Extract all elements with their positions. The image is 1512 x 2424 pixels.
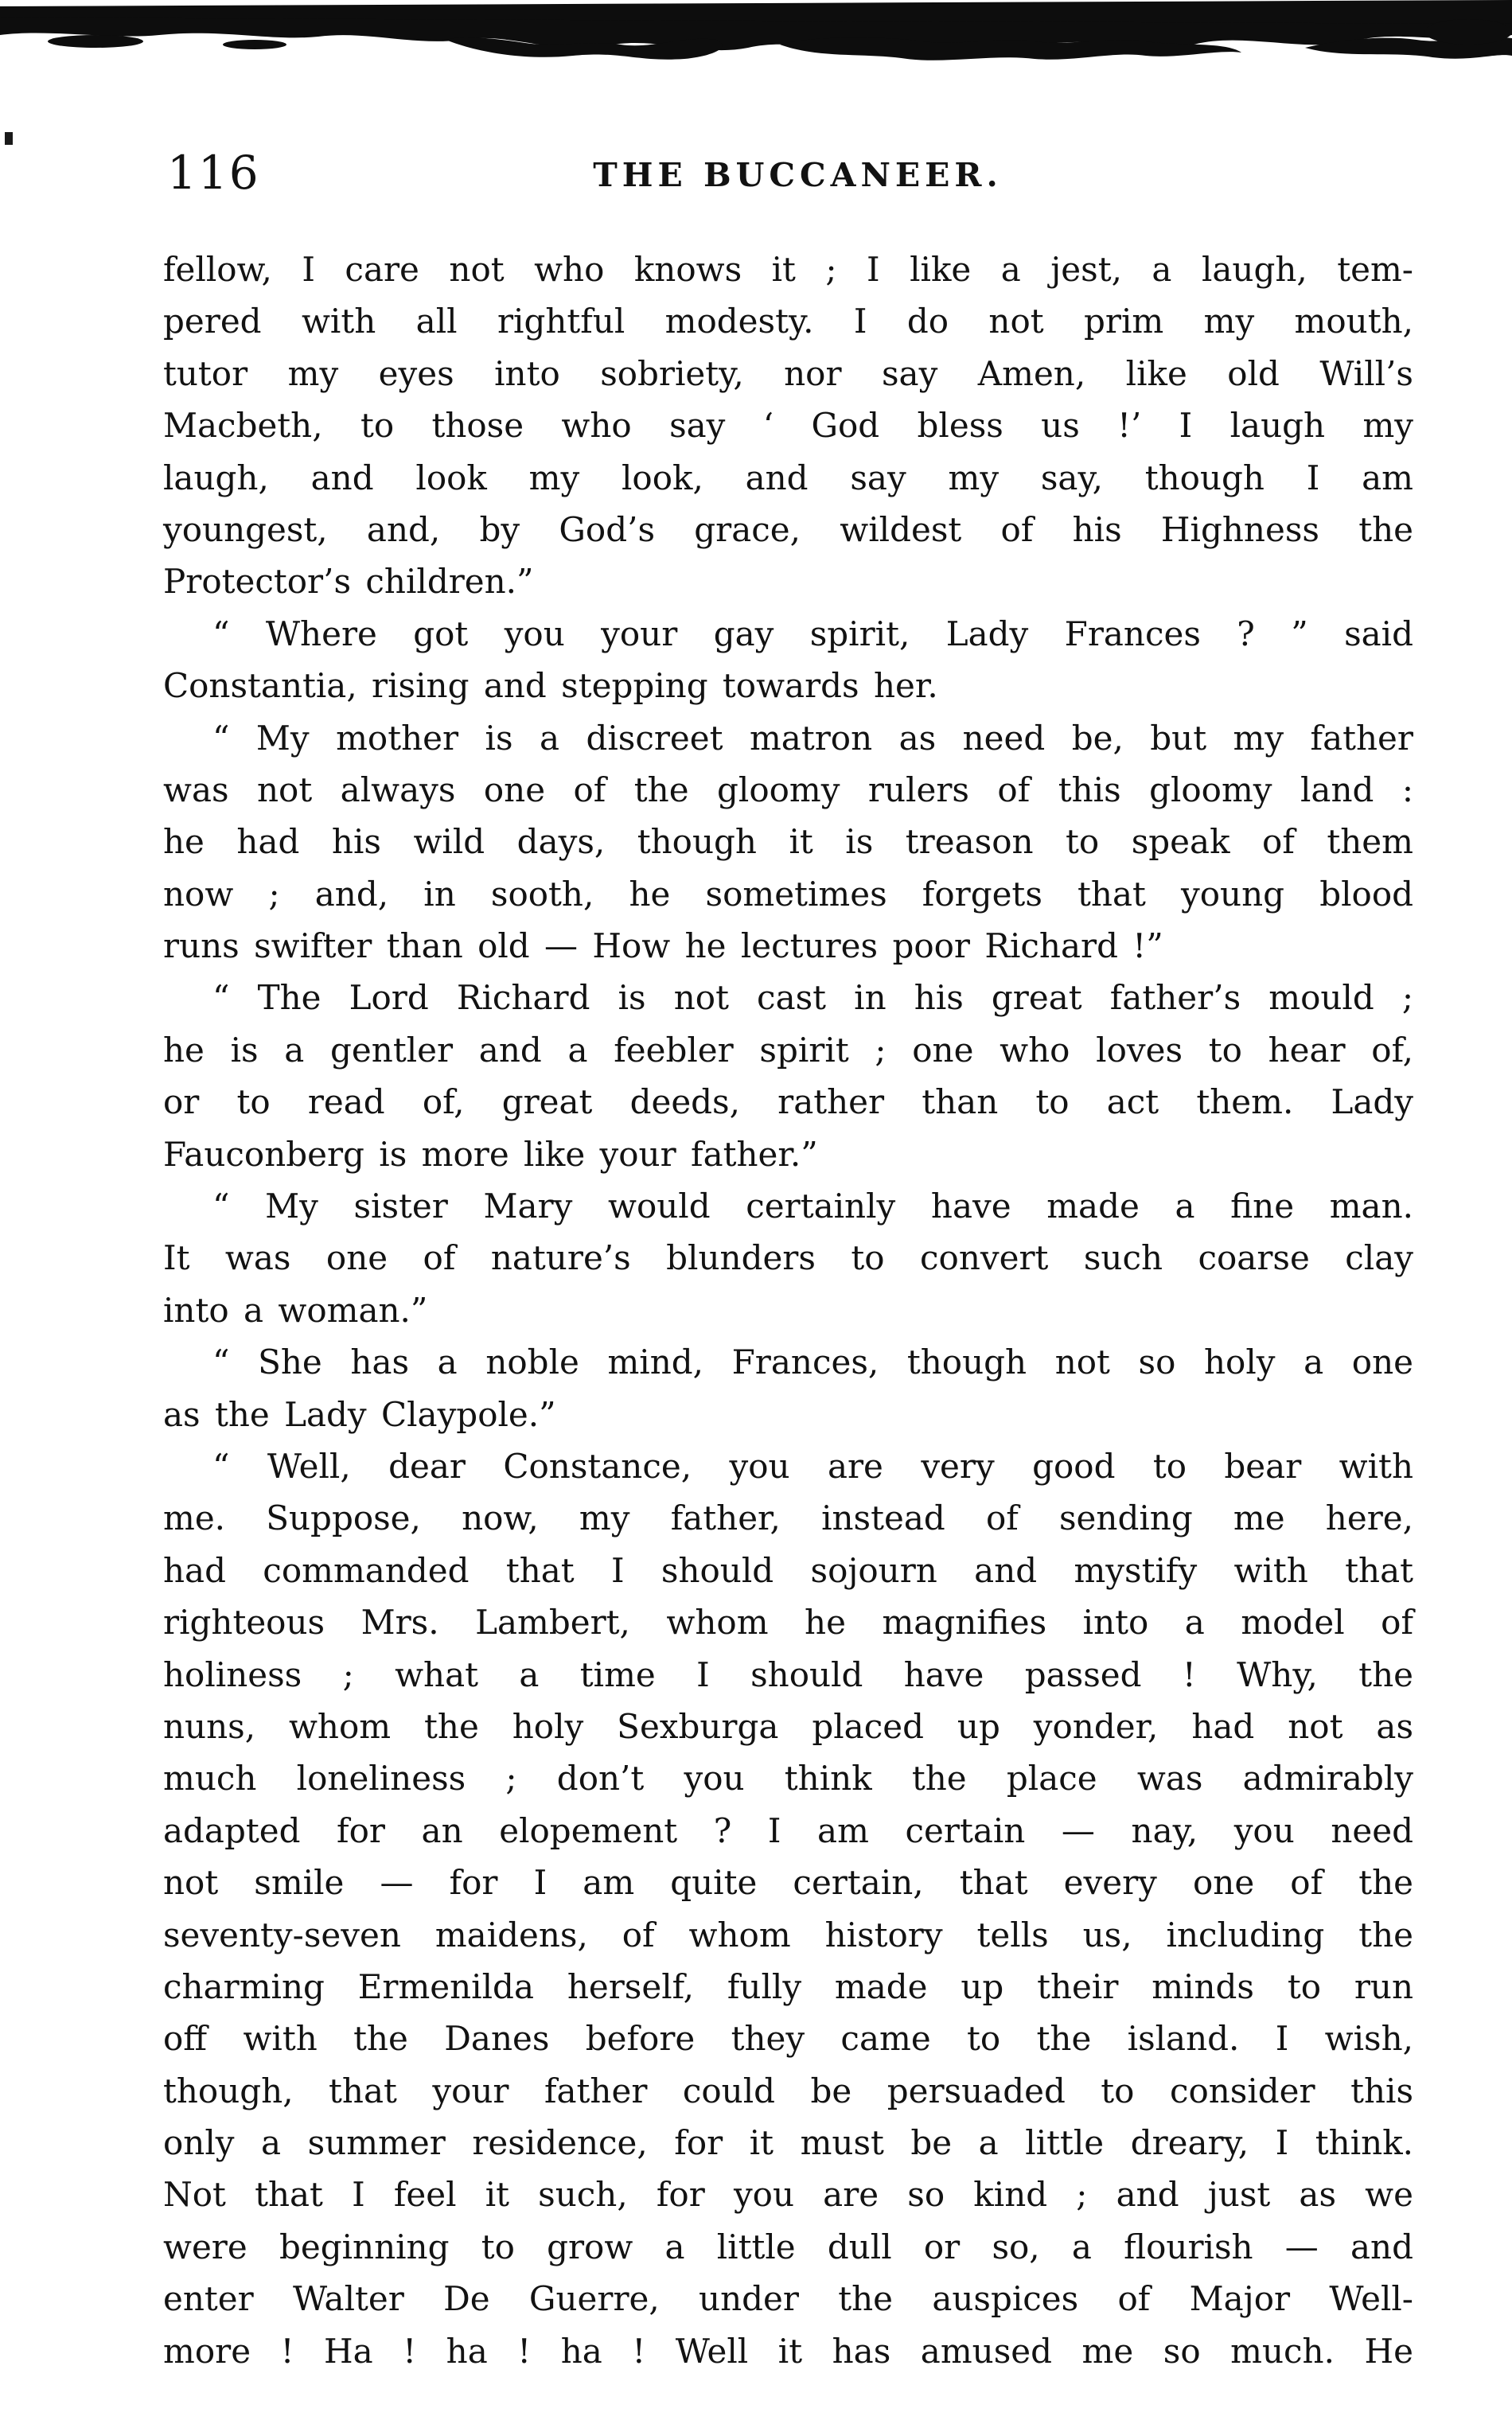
text-line: Fauconberg is more like your father.” [163, 1134, 818, 1174]
text-line: adapted for an elopement ? I am certain — nay, you need [163, 1810, 1413, 1850]
text-line: enter Walter De Guerre, under the auspices of Major Well- [163, 2279, 1413, 2319]
text-line: fellow, I care not who knows it ; I like a jest, a laugh, tem- [163, 250, 1413, 289]
text-line: Not that I feel it such, for you are so kind ; and just as we [163, 2175, 1413, 2215]
text-line: youngest, and, by God’s grace, wildest of his Highness the [163, 509, 1413, 549]
ink-speck [5, 132, 13, 145]
page-header [163, 146, 1413, 200]
text-line: as the Lady Claypole.” [163, 1394, 556, 1434]
text-line: he had his wild days, though it is treason to speak of them [163, 822, 1413, 862]
text-line: righteous Mrs. Lambert, whom he magnifies into a model of [163, 1603, 1413, 1643]
text-line: or to read of, great deeds, rather than to act them. Lady [163, 1082, 1413, 1122]
text-line: nuns, whom the holy Sexburga placed up yonder, had not as [163, 1706, 1413, 1746]
text-line: “ Well, dear Constance, you are very good to bear with [212, 1446, 1413, 1486]
text-line: tutor my eyes into sobriety, nor say Amen, like old Will’s [163, 353, 1413, 393]
text-line: holiness ; what a time I should have passed ! Why, the [163, 1654, 1413, 1694]
scan-edge-artifact [0, 0, 1512, 72]
text-line: much loneliness ; don’t you think the place was admirably [163, 1759, 1413, 1799]
text-line: me. Suppose, now, my father, instead of sending me here, [163, 1498, 1413, 1538]
text-line: charming Ermenilda herself, fully made up their minds to run [163, 1966, 1413, 2006]
text-line: pered with all rightful modesty. I do not prim my mouth, [163, 302, 1413, 341]
text-line: were beginning to grow a little dull or so, a flourish — and [163, 2227, 1413, 2266]
text-line: more ! Ha ! ha ! ha ! Well it has amused me so much. He [163, 2331, 1413, 2371]
body-text [163, 244, 1413, 2377]
text-line: seventy-seven maidens, of whom history tells us, including the [163, 1915, 1413, 1954]
text-line: now ; and, in sooth, he sometimes forgets that young blood [163, 874, 1413, 914]
text-line: had commanded that I should sojourn and mystify with that [163, 1550, 1413, 1590]
text-line: “ My mother is a discreet matron as need be, but my father [212, 718, 1413, 758]
text-line: was not always one of the gloomy rulers of this gloomy land : [163, 770, 1413, 809]
text-line: though, that your father could be persuaded to consider this [163, 2071, 1413, 2110]
text-line: Macbeth, to those who say ‘ God bless us !’ I laugh my [163, 406, 1413, 446]
text-line: “ The Lord Richard is not cast in his great father’s mould ; [212, 978, 1413, 1018]
text-line: off with the Danes before they came to the island. I wish, [163, 2019, 1413, 2059]
text-line: Constantia, rising and stepping towards her. [163, 666, 938, 706]
text-line: “ She has a noble mind, Frances, though not so holy a one [212, 1343, 1413, 1382]
text-line: into a woman.” [163, 1290, 428, 1330]
running-header: THE BUCCANEER. [593, 156, 1003, 194]
text-line: It was one of nature’s blunders to convert such coarse clay [163, 1238, 1413, 1278]
page-number: 116 [167, 146, 260, 200]
text-line: runs swifter than old — How he lectures poor Richard !” [163, 926, 1163, 966]
text-line: “ My sister Mary would certainly have made a fine man. [212, 1187, 1413, 1226]
text-line: only a summer residence, for it must be a little dreary, I think. [163, 2123, 1413, 2163]
text-line: not smile — for I am quite certain, that every one of the [163, 1863, 1413, 1903]
text-line: “ Where got you your gay spirit, Lady Frances ? ” said [212, 614, 1413, 653]
text-line: Protector’s children.” [163, 562, 534, 602]
text-line: laugh, and look my look, and say my say, though I am [163, 458, 1413, 497]
text-line: he is a gentler and a feebler spirit ; one who loves to hear of, [163, 1030, 1413, 1070]
